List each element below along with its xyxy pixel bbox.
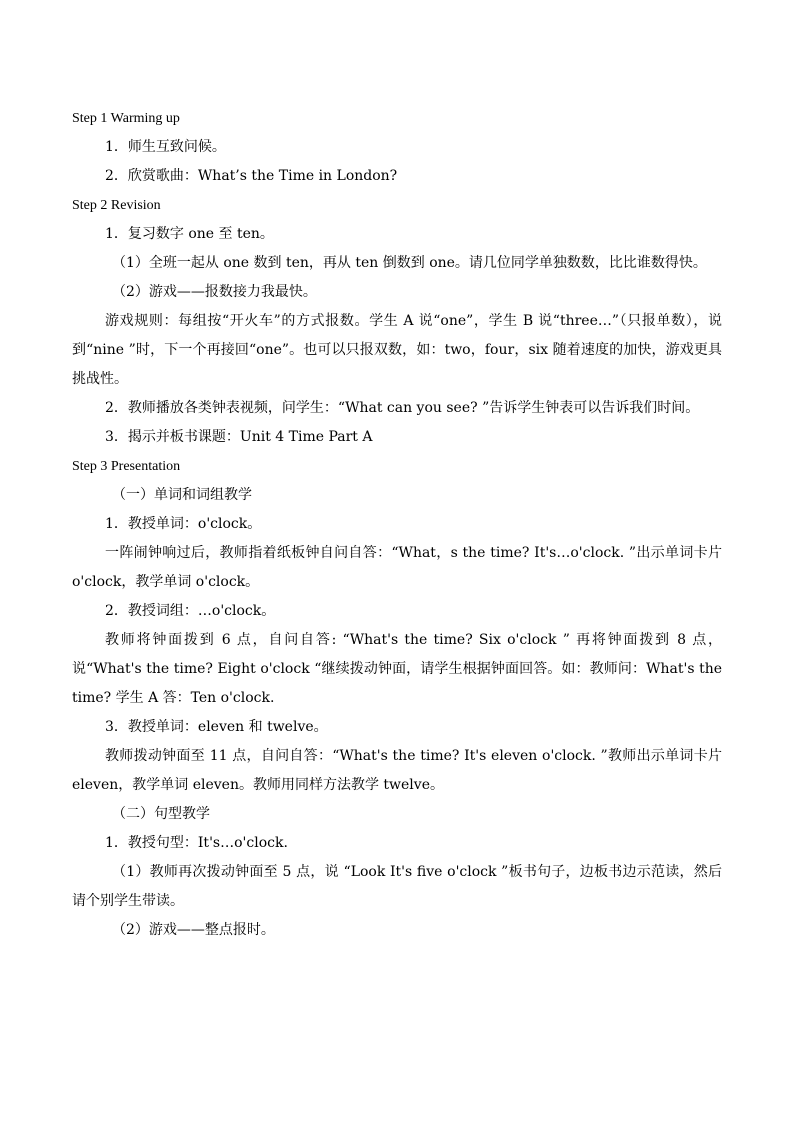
step3-item-phrase: 2．教授词组：…o'clock。 [105, 603, 276, 619]
step3-para-clock-face: 教师将钟面拨到 6 点，自问自答: “What's the time? Six o'clock ” 再将钟面拨到 8 点，说“What's the time? Eight o'clock “继续拨动钟面，请学生根据钟面回答。如：教师问：What's the time? 学生 A 答：Ten o'clock. [72, 632, 722, 706]
step3-title: Step 3 Presentation [72, 459, 181, 474]
step2-sub-count-together: （1）全班一起从 one 数到 ten，再从 ten 倒数到 one。请几位同学单独数数，比比谁数得快。 [112, 255, 707, 271]
step3-sub-game: （2）游戏——整点报时。 [112, 922, 275, 938]
step2-item-review-numbers: 1．复习数字 one 至 ten。 [105, 226, 274, 242]
step2-item-topic: 3．揭示并板书课题：Unit 4 Time Part A [105, 429, 373, 445]
step3-item-sentence: 1．教授句型：It's…o'clock. [105, 835, 288, 851]
step1-item-song: 2．欣赏歌曲：What’s the Time in London? [105, 168, 398, 184]
step3-section-vocabulary: （一）单词和词组教学 [112, 487, 252, 503]
step3-item-oclock: 1．教授单词：o'clock。 [105, 516, 262, 532]
lesson-plan-page [72, 104, 722, 945]
step3-item-eleven-twelve: 3．教授单词：eleven 和 twelve。 [105, 719, 328, 735]
step3-para-alarm: 一阵闹钟响过后，教师指着纸板钟自问自答：“What，s the time? It's…o'clock. ”出示单词卡片 o'clock，教学单词 o'clock。 [72, 545, 722, 590]
step2-title: Step 2 Revision [72, 198, 161, 213]
step3-sub-five-oclock: （1）教师再次拨动钟面至 5 点，说 “Look It's five o'clock ”板书句子，边板书边示范读，然后请个别学生带读。 [72, 864, 722, 909]
step3-section-sentence: （二）句型教学 [112, 806, 210, 822]
step1-title: Step 1 Warming up [72, 111, 180, 126]
step2-sub-game: （2）游戏——报数接力我最快。 [112, 284, 317, 300]
step3-para-eleven: 教师拨动钟面至 11 点，自问自答：“What's the time? It's eleven o'clock. ”教师出示单词卡片 eleven，教学单词 eleven。教师用同样方法教学 twelve。 [72, 748, 722, 793]
step1-item-greeting: 1．师生互致问候。 [105, 139, 226, 155]
step2-game-rules: 游戏规则：每组按“开火车”的方式报数。学生 A 说“one”，学生 B 说“three…”（只报单数），说到“nine ”时，下一个再接回“one”。也可以只报双数，如：two，four，six 随着速度的加快，游戏更具挑战性。 [72, 313, 722, 387]
step2-item-video: 2．教师播放各类钟表视频，问学生：“What can you see? ”告诉学生钟表可以告诉我们时间。 [105, 400, 700, 416]
